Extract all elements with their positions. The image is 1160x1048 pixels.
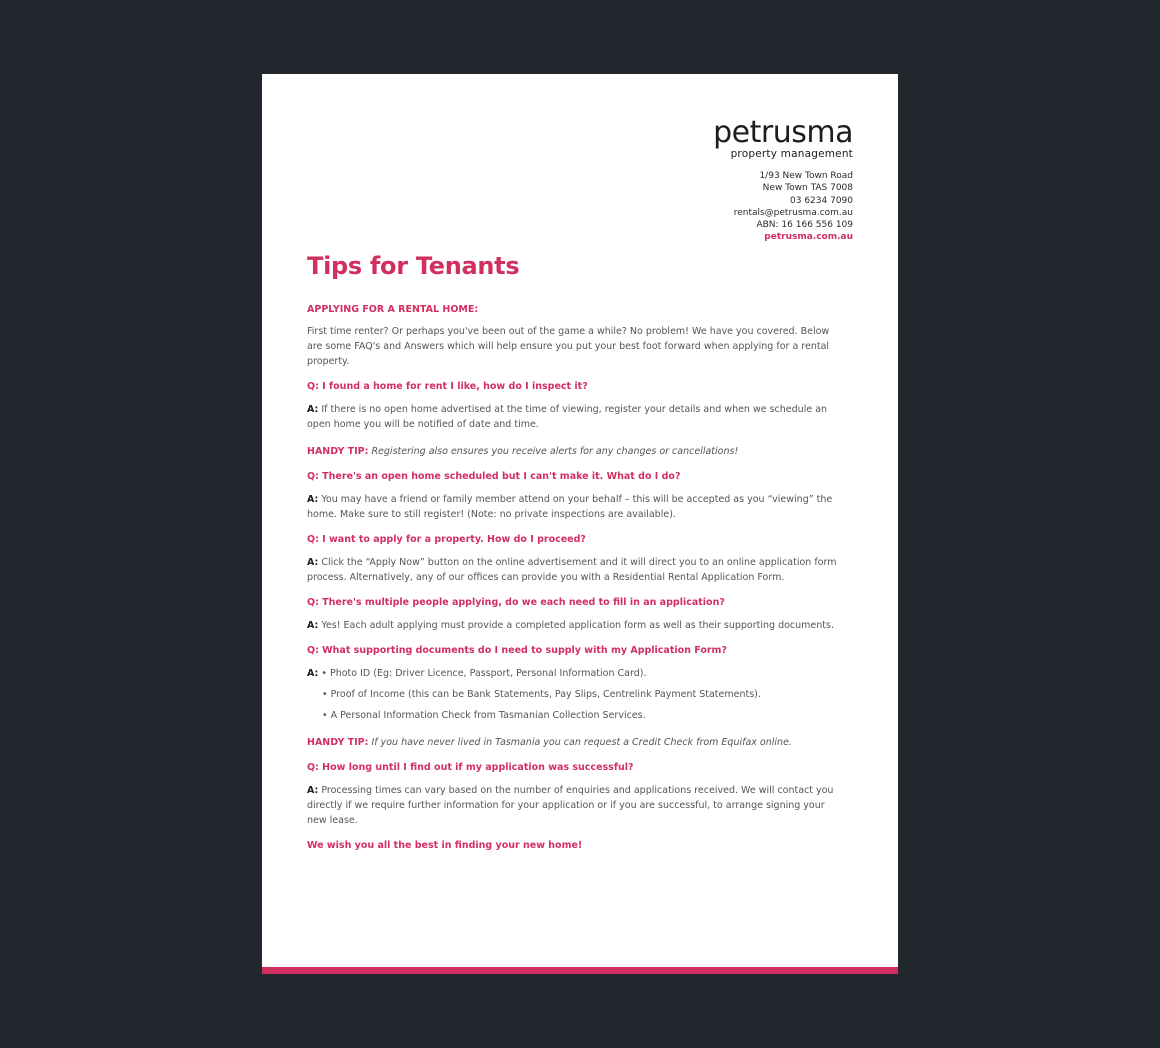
bullet-item: • A Personal Information Check from Tasmanian Collection Services. — [322, 710, 646, 721]
abn-number: ABN: 16 166 556 109 — [756, 220, 853, 231]
closing-message: We wish you all the best in finding your new home! — [307, 840, 583, 851]
answer-label: A: — [307, 785, 319, 796]
document-page — [262, 74, 898, 974]
document-body — [307, 252, 847, 852]
answer-label: A: — [307, 620, 319, 631]
faq-answer — [307, 492, 847, 522]
faq-question: Q: What supporting documents do I need to supply with my Application Form? — [307, 645, 727, 656]
faq-answer — [307, 618, 847, 633]
tip-label: HANDY TIP: — [307, 737, 369, 748]
phone-number: 03 6234 7090 — [790, 195, 853, 206]
section-heading: APPLYING FOR A RENTAL HOME: — [307, 304, 479, 315]
answer-label: A: — [307, 404, 319, 415]
faq-answer — [307, 555, 847, 585]
handy-tip — [307, 444, 847, 459]
handy-tip — [307, 735, 847, 750]
faq-question: Q: I want to apply for a property. How do I proceed? — [307, 534, 586, 545]
footer-accent-bar — [262, 967, 898, 974]
address-line: New Town TAS 7008 — [762, 183, 853, 194]
faq-question: Q: How long until I find out if my application was successful? — [307, 762, 634, 773]
intro-paragraph: First time renter? Or perhaps you've been out of the game a while? No problem! We have you covered. Below are some FAQ's and Answers which will help ensure you put your best foot forward when applying for a rental property. — [307, 326, 830, 367]
company-address — [713, 170, 853, 244]
answer-label: A: — [307, 668, 319, 679]
answer-text: Processing times can vary based on the number of enquiries and applications received. We will contact you directly if we require further information for your application or if you are successful, to arrange signing your new lease. — [307, 785, 834, 826]
faq-answer — [307, 402, 847, 432]
faq-answer — [307, 666, 847, 681]
letterhead — [713, 115, 853, 244]
page-title: Tips for Tenants — [307, 252, 520, 280]
faq-question: Q: There's an open home scheduled but I can't make it. What do I do? — [307, 471, 681, 482]
faq-answer — [307, 783, 847, 828]
website-link[interactable]: petrusma.com.au — [764, 232, 853, 243]
answer-text: You may have a friend or family member attend on your behalf – this will be accepted as you “viewing” the home. Make sure to still register! (Note: no private inspections are available). — [307, 494, 833, 520]
answer-label: A: — [307, 557, 319, 568]
bullet-item: • Proof of Income (this can be Bank Statements, Pay Slips, Centrelink Payment Statements). — [322, 689, 761, 700]
email-address[interactable]: rentals@petrusma.com.au — [733, 207, 853, 218]
faq-question: Q: There's multiple people applying, do we each need to fill in an application? — [307, 597, 725, 608]
tip-label: HANDY TIP: — [307, 446, 369, 457]
faq-question: Q: I found a home for rent I like, how do I inspect it? — [307, 381, 588, 392]
company-tagline: property management — [730, 148, 853, 160]
tip-text: If you have never lived in Tasmania you can request a Credit Check from Equifax online. — [371, 737, 792, 748]
company-logo: petrusma — [713, 115, 853, 150]
answer-label: A: — [307, 494, 319, 505]
bullet-item: • Photo ID (Eg: Driver Licence, Passport, Personal Information Card). — [321, 668, 647, 679]
answer-text: If there is no open home advertised at the time of viewing, register your details and when we schedule an open home you will be notified of date and time. — [307, 404, 828, 430]
tip-text: Registering also ensures you receive alerts for any changes or cancellations! — [371, 446, 739, 457]
answer-text: Click the “Apply Now” button on the online advertisement and it will direct you to an online application form process. Alternatively, any of our offices can provide you with a Residential Rental Application Form. — [307, 557, 837, 583]
answer-text: Yes! Each adult applying must provide a completed application form as well as their supporting documents. — [321, 620, 834, 631]
address-line: 1/93 New Town Road — [759, 171, 853, 181]
